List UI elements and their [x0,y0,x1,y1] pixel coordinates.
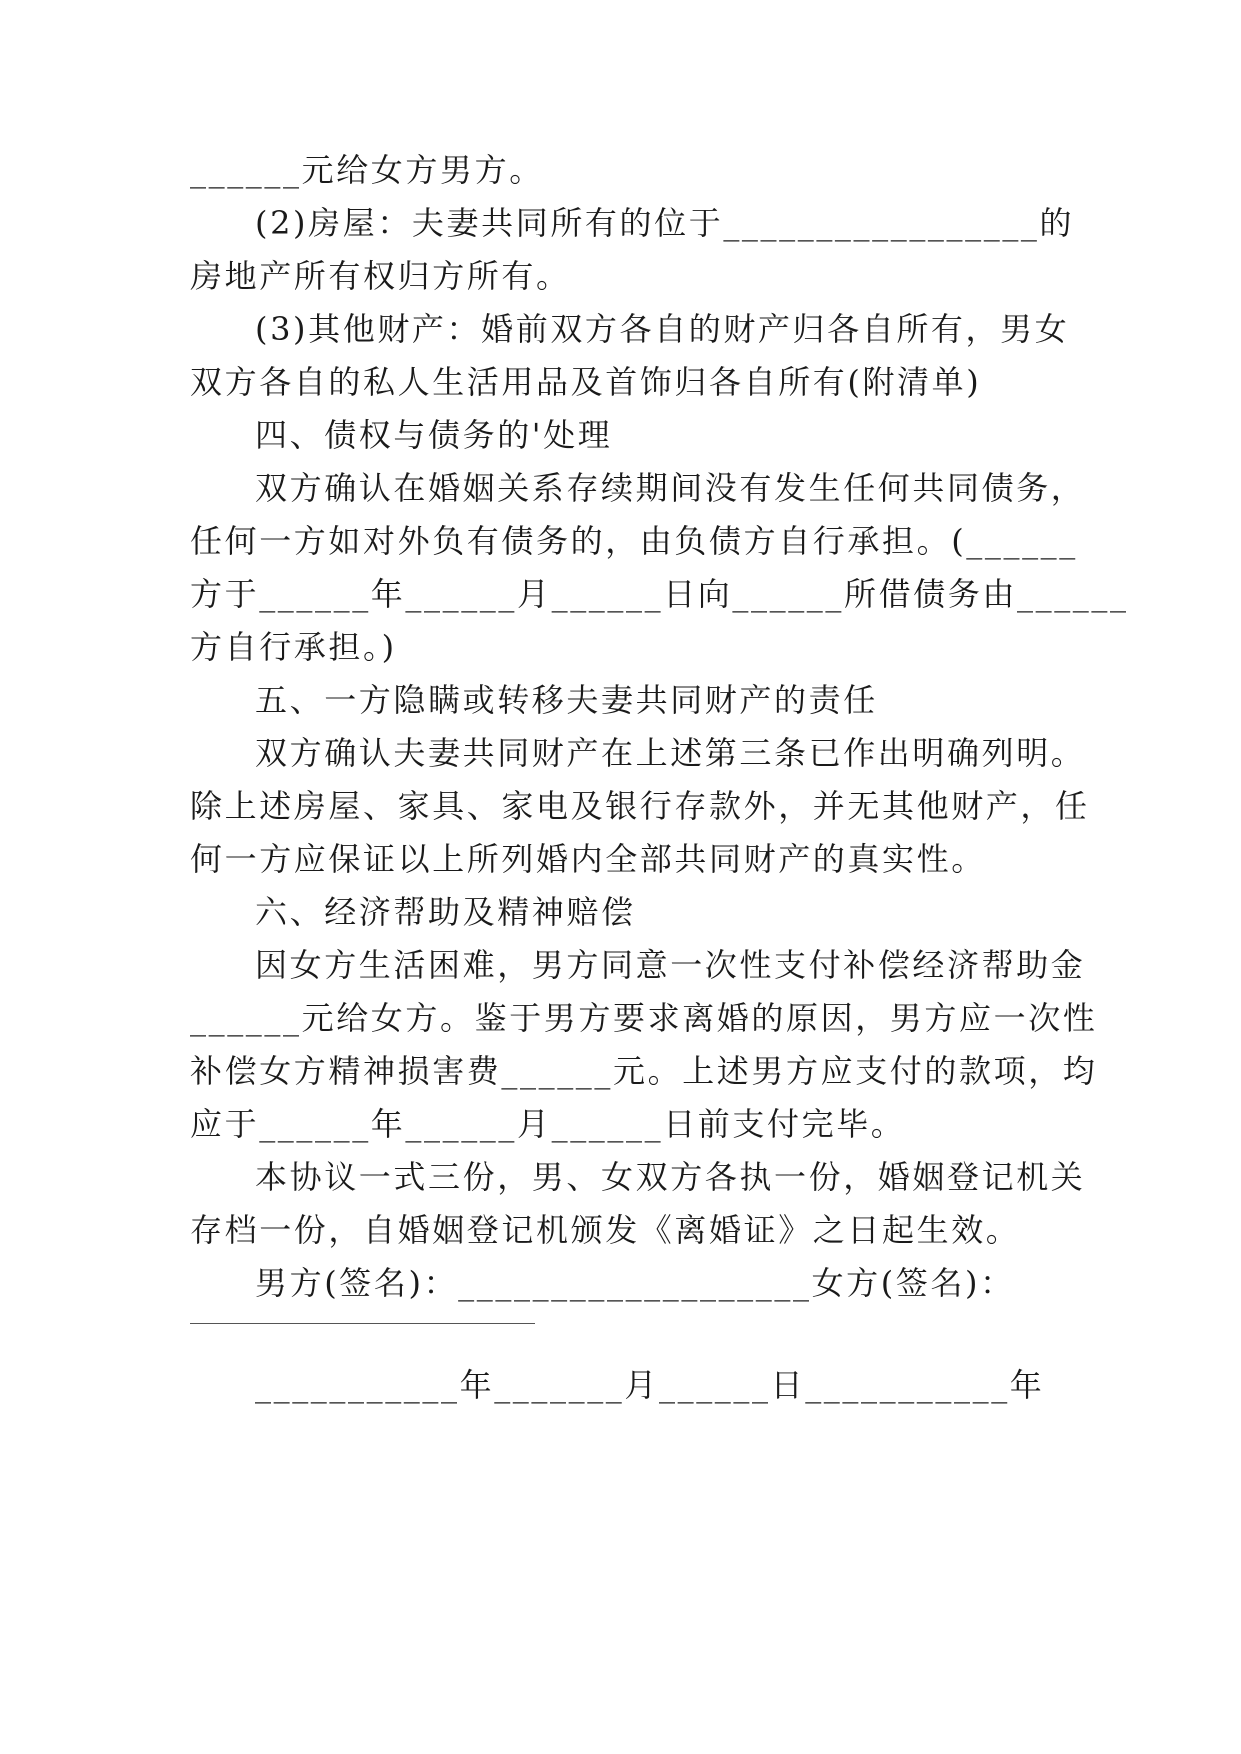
text-line-20: 本协议一式三份，男、女双方各执一份，婚姻登记机关 [255,1158,1086,1196]
text-line-14: 何一方应保证以上所列婚内全部共同财产的真实性。 [190,840,986,878]
text-line-21: 存档一份，自婚姻登记机颁发《离婚证》之日起生效。 [190,1211,1021,1249]
text-line-4: (3)其他财产：婚前双方各自的财产归各自所有，男女 [255,310,1070,348]
text-line-10: 方自行承担。) [190,628,397,666]
text-line-2: (2)房屋：夫妻共同所有的位于_________________的 [255,204,1075,242]
text-line-12: 双方确认夫妻共同财产在上述第三条已作出明确列明。 [255,734,1086,772]
text-line-19: 应于______年______月______日前支付完毕。 [190,1105,906,1143]
section-heading-6: 六、经济帮助及精神赔偿 [255,893,636,931]
text-line-5: 双方各自的私人生活用品及首饰归各自所有(附清单) [190,363,982,401]
text-line-13: 除上述房屋、家具、家电及银行存款外，并无其他财产，任 [190,787,1090,825]
text-line-8: 任何一方如对外负有债务的，由负债方自行承担。(______ [190,522,1078,560]
text-line-18: 补偿女方精神损害费______元。上述男方应支付的款项，均 [190,1052,1098,1090]
text-line-3: 房地产所有权归方所有。 [190,257,571,295]
signature-line: 男方(签名)：___________________女方(签名)： [255,1264,1015,1302]
section-heading-4: 四、债权与债务的'处理 [255,416,613,454]
date-line: ___________年_______月______日___________年 [255,1366,1045,1404]
text-line-1: ______元给女方男方。 [190,151,544,189]
section-heading-5: 五、一方隐瞒或转移夫妻共同财产的责任 [255,681,878,719]
text-line-16: 因女方生活困难，男方同意一次性支付补偿经济帮助金 [255,946,1086,984]
signature-blank-rule [190,1323,535,1324]
text-line-17: ______元给女方。鉴于男方要求离婚的原因，男方应一次性 [190,999,1098,1037]
text-line-9: 方于______年______月______日向______所借债务由______ [190,575,1129,613]
text-line-7: 双方确认在婚姻关系存续期间没有发生任何共同债务， [255,469,1086,507]
